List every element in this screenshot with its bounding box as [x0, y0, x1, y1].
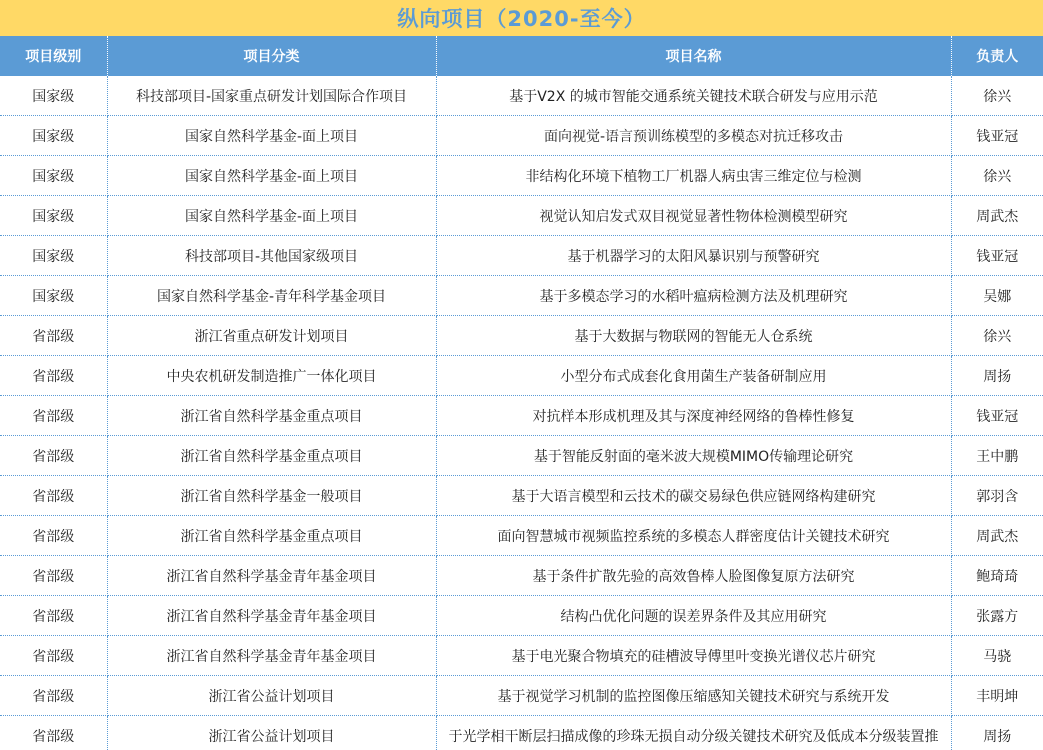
- project-level-cell: 国家级: [0, 156, 107, 196]
- table-row: [0, 276, 1043, 316]
- table-header: [0, 36, 1043, 76]
- project-leader-cell: 郭羽含: [951, 476, 1043, 516]
- project-category-cell: 中央农机研发制造推广一体化项目: [107, 356, 436, 396]
- project-leader-cell: 马骁: [951, 636, 1043, 676]
- project-name-cell: 基于V2X 的城市智能交通系统关键技术联合研发与应用示范: [436, 76, 951, 116]
- table-row: [0, 76, 1043, 116]
- project-name-cell: 基于大数据与物联网的智能无人仓系统: [436, 316, 951, 356]
- table-row: [0, 596, 1043, 636]
- project-category-cell: 国家自然科学基金-面上项目: [107, 196, 436, 236]
- project-category-cell: 浙江省公益计划项目: [107, 716, 436, 750]
- project-name-cell: 基于视觉学习机制的监控图像压缩感知关键技术研究与系统开发: [436, 676, 951, 716]
- project-name-cell: 基于多模态学习的水稻叶瘟病检测方法及机理研究: [436, 276, 951, 316]
- project-name-cell: 基于大语言模型和云技术的碳交易绿色供应链网络构建研究: [436, 476, 951, 516]
- project-leader-cell: 徐兴: [951, 76, 1043, 116]
- table-row: [0, 636, 1043, 676]
- project-level-cell: 省部级: [0, 716, 107, 750]
- project-leader-cell: 张露方: [951, 596, 1043, 636]
- table-row: [0, 396, 1043, 436]
- project-category-cell: 科技部项目-国家重点研发计划国际合作项目: [107, 76, 436, 116]
- project-name-cell: 面向智慧城市视频监控系统的多模态人群密度估计关键技术研究: [436, 516, 951, 556]
- project-level-cell: 省部级: [0, 396, 107, 436]
- project-leader-cell: 周扬: [951, 716, 1043, 750]
- project-level-cell: 省部级: [0, 556, 107, 596]
- page-title: 纵向项目（2020-至今）: [0, 0, 1043, 36]
- project-name-cell: 面向视觉-语言预训练模型的多模态对抗迁移攻击: [436, 116, 951, 156]
- project-category-cell: 浙江省自然科学基金青年基金项目: [107, 636, 436, 676]
- project-category-cell: 浙江省自然科学基金青年基金项目: [107, 596, 436, 636]
- column-header-leader: 负责人: [951, 36, 1043, 76]
- project-level-cell: 国家级: [0, 236, 107, 276]
- project-level-cell: 省部级: [0, 356, 107, 396]
- project-category-cell: 浙江省公益计划项目: [107, 676, 436, 716]
- project-name-cell: 于光学相干断层扫描成像的珍珠无损自动分级关键技术研究及低成本分级装置推: [436, 716, 951, 750]
- table-row: [0, 436, 1043, 476]
- table-row: [0, 156, 1043, 196]
- project-leader-cell: 周武杰: [951, 196, 1043, 236]
- project-category-cell: 浙江省自然科学基金重点项目: [107, 396, 436, 436]
- project-leader-cell: 鲍琦琦: [951, 556, 1043, 596]
- column-header-project-name: 项目名称: [436, 36, 951, 76]
- project-leader-cell: 徐兴: [951, 316, 1043, 356]
- project-name-cell: 小型分布式成套化食用菌生产装备研制应用: [436, 356, 951, 396]
- project-category-cell: 浙江省自然科学基金重点项目: [107, 516, 436, 556]
- project-level-cell: 国家级: [0, 116, 107, 156]
- project-level-cell: 省部级: [0, 596, 107, 636]
- project-level-cell: 国家级: [0, 76, 107, 116]
- column-header-category: 项目分类: [107, 36, 436, 76]
- table-row: [0, 676, 1043, 716]
- project-leader-cell: 钱亚冠: [951, 236, 1043, 276]
- project-leader-cell: 徐兴: [951, 156, 1043, 196]
- project-level-cell: 省部级: [0, 516, 107, 556]
- table-row: [0, 316, 1043, 356]
- project-level-cell: 省部级: [0, 676, 107, 716]
- project-name-cell: 非结构化环境下植物工厂机器人病虫害三维定位与检测: [436, 156, 951, 196]
- project-name-cell: 对抗样本形成机理及其与深度神经网络的鲁棒性修复: [436, 396, 951, 436]
- project-leader-cell: 周扬: [951, 356, 1043, 396]
- project-name-cell: 基于智能反射面的毫米波大规模MIMO传输理论研究: [436, 436, 951, 476]
- project-level-cell: 省部级: [0, 316, 107, 356]
- project-category-cell: 浙江省自然科学基金青年基金项目: [107, 556, 436, 596]
- header-row: [0, 36, 1043, 76]
- project-leader-cell: 周武杰: [951, 516, 1043, 556]
- project-leader-cell: 丰明坤: [951, 676, 1043, 716]
- table-row: [0, 516, 1043, 556]
- column-header-level: 项目级别: [0, 36, 107, 76]
- project-level-cell: 国家级: [0, 196, 107, 236]
- project-level-cell: 省部级: [0, 636, 107, 676]
- project-leader-cell: 钱亚冠: [951, 396, 1043, 436]
- table-row: [0, 236, 1043, 276]
- project-level-cell: 国家级: [0, 276, 107, 316]
- table-row: [0, 196, 1043, 236]
- project-category-cell: 浙江省自然科学基金一般项目: [107, 476, 436, 516]
- project-category-cell: 浙江省重点研发计划项目: [107, 316, 436, 356]
- project-level-cell: 省部级: [0, 436, 107, 476]
- project-name-cell: 结构凸优化问题的误差界条件及其应用研究: [436, 596, 951, 636]
- project-leader-cell: 吴娜: [951, 276, 1043, 316]
- project-category-cell: 浙江省自然科学基金重点项目: [107, 436, 436, 476]
- table-body: [0, 76, 1043, 750]
- table-row: [0, 556, 1043, 596]
- project-name-cell: 基于机器学习的太阳风暴识别与预警研究: [436, 236, 951, 276]
- table-row: [0, 356, 1043, 396]
- project-leader-cell: 钱亚冠: [951, 116, 1043, 156]
- table-row: [0, 716, 1043, 750]
- project-name-cell: 基于条件扩散先验的高效鲁棒人脸图像复原方法研究: [436, 556, 951, 596]
- project-level-cell: 省部级: [0, 476, 107, 516]
- project-name-cell: 视觉认知启发式双目视觉显著性物体检测模型研究: [436, 196, 951, 236]
- project-name-cell: 基于电光聚合物填充的硅槽波导傅里叶变换光谱仪芯片研究: [436, 636, 951, 676]
- table-row: [0, 476, 1043, 516]
- project-category-cell: 国家自然科学基金-面上项目: [107, 156, 436, 196]
- project-category-cell: 科技部项目-其他国家级项目: [107, 236, 436, 276]
- table-row: [0, 116, 1043, 156]
- projects-table: [0, 36, 1043, 750]
- project-category-cell: 国家自然科学基金-青年科学基金项目: [107, 276, 436, 316]
- project-leader-cell: 王中鹏: [951, 436, 1043, 476]
- project-category-cell: 国家自然科学基金-面上项目: [107, 116, 436, 156]
